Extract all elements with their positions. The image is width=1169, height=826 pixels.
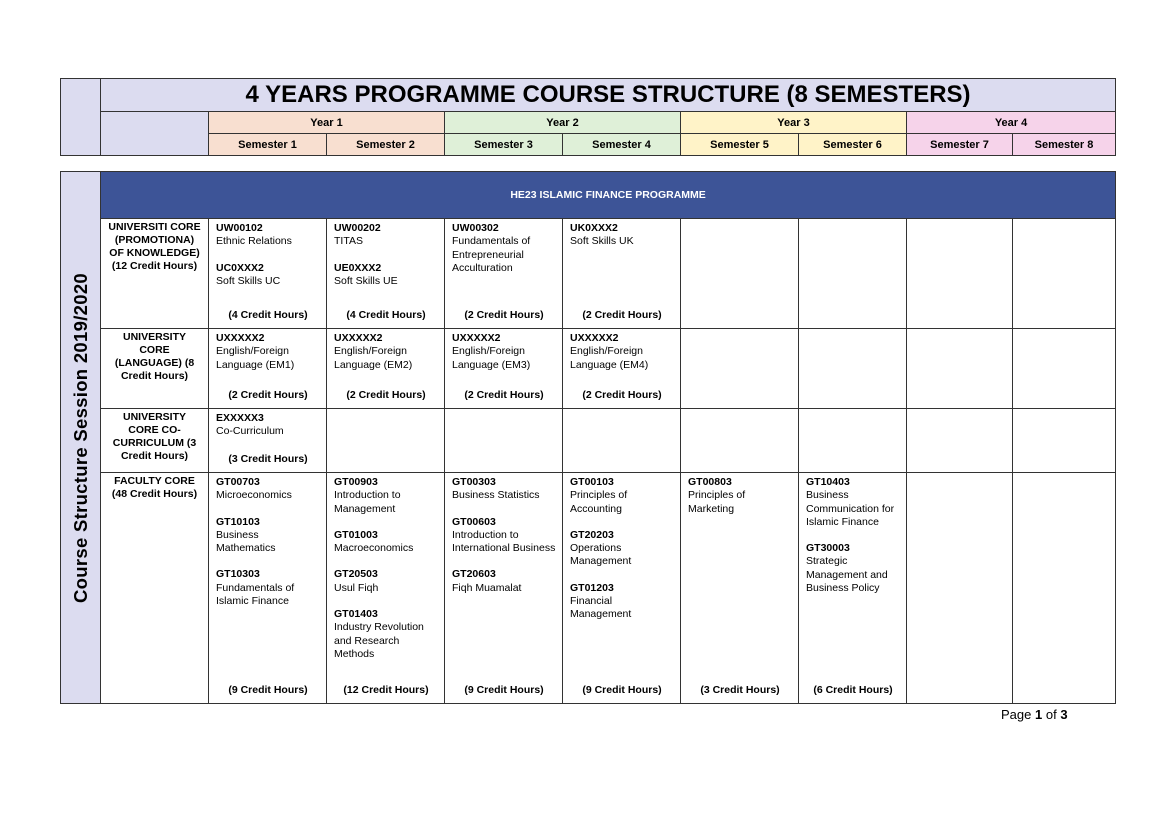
credit-hours: (6 Credit Hours) [813,684,893,696]
course-list [334,222,438,288]
semester-5-header: Semester 5 [681,134,799,156]
course-name: Usul Fiqh [334,581,379,594]
semester-cell [445,329,563,409]
page-of: of [1045,707,1057,722]
semester-cell [209,473,327,704]
course-code: GT00603 [452,515,496,528]
course-code: EXXXXX3 [216,412,264,424]
credit-hours: (9 Credit Hours) [582,684,662,696]
course-name: Introduction to Management [334,489,401,515]
course-row [61,473,1116,704]
course-item [216,568,320,608]
semester-cell [445,409,563,473]
semester-cell-content [209,219,326,327]
page-title: 4 YEARS PROGRAMME COURSE STRUCTURE (8 SEMESTERS) [101,79,1116,112]
semester-cell [681,409,799,473]
semester-cell [445,219,563,329]
semester-cell-content [681,473,798,702]
semester-cell [327,409,445,473]
semester-cell [1013,409,1116,473]
semester-cell [445,473,563,704]
course-list [216,222,320,288]
course-item [334,476,438,516]
course-name: Financial Management [570,595,632,621]
page-current: 1 [1035,707,1043,722]
semester-cell-content [563,219,680,327]
course-code: UXXXXX2 [570,332,619,344]
course-item [216,332,320,372]
course-code: GT00903 [334,476,378,488]
category-label: UNIVERSITY CORE (LANGUAGE) (8 Credit Hours) [101,329,209,409]
semester-cell-content [327,329,444,407]
course-name: Fundamentals of Entrepreneurial Acculturation [452,235,531,274]
semester-cell [327,329,445,409]
semester-cell [327,473,445,704]
course-name: Introduction to International Business [452,528,556,555]
course-code: GT10403 [806,476,850,488]
course-code: UXXXXX2 [216,332,265,344]
course-name: English/Foreign Language (EM2) [334,345,413,371]
year-4-header: Year 4 [907,112,1116,134]
course-item [216,222,320,249]
session-side-label [61,172,101,704]
course-item [452,516,556,556]
credit-hours: (3 Credit Hours) [700,684,780,696]
course-name: Macroeconomics [334,542,414,555]
course-item [570,476,674,516]
page-number [1001,707,1068,722]
course-name: Soft Skills UK [570,235,634,248]
header-blank-cell [101,112,209,156]
page-prefix: Page [1001,707,1032,722]
course-name: Principles of Marketing [688,489,746,515]
course-item [334,332,438,372]
course-item [452,332,556,372]
semester-6-header: Semester 6 [799,134,907,156]
programme-header-table [60,78,1116,156]
course-list [334,476,438,661]
semester-cell [907,473,1013,704]
course-item [334,262,438,289]
semester-cell [681,219,799,329]
credit-hours: (4 Credit Hours) [228,309,308,321]
course-code: GT01003 [334,528,378,541]
course-code: UXXXXX2 [334,332,383,344]
course-code: UW00102 [216,222,263,234]
course-name: Operations Management [570,542,632,568]
credit-hours: (2 Credit Hours) [582,309,662,321]
course-code: GT10303 [216,568,260,581]
course-name: English/Foreign Language (EM1) [216,345,295,371]
semester-cell-content [799,473,906,702]
course-item [334,222,438,249]
semester-cell [681,473,799,704]
semester-3-header: Semester 3 [445,134,563,156]
course-name: Principles of Accounting [570,489,628,515]
course-name: Business Statistics [452,489,540,502]
course-item [570,582,674,622]
course-code: UC0XXX2 [216,261,264,274]
semester-cell [209,219,327,329]
course-list [452,332,556,372]
course-name: Fundamentals of Islamic Finance [216,581,295,608]
header-side-cell [61,79,101,156]
course-item [334,529,438,556]
course-code: GT01203 [570,581,614,594]
course-code: UE0XXX2 [334,261,382,274]
semester-cell [1013,329,1116,409]
semester-cell-content [445,219,562,327]
course-code: UW00302 [452,222,499,234]
course-list [216,412,320,439]
page-total: 3 [1060,707,1068,722]
course-name: Fiqh Muamalat [452,581,522,594]
course-name: Ethnic Relations [216,235,292,248]
semester-4-header: Semester 4 [563,134,681,156]
course-row [61,409,1116,473]
semester-cell [209,409,327,473]
course-list [452,476,556,595]
course-list [806,476,900,595]
course-code: GT00303 [452,476,496,488]
course-list [334,332,438,372]
semester-cell-content [209,329,326,407]
semester-cell [907,329,1013,409]
year-1-header: Year 1 [209,112,445,134]
course-code: UW00202 [334,222,381,234]
year-2-header: Year 2 [445,112,681,134]
semester-cell [563,329,681,409]
semester-cell-content [563,473,680,702]
credit-hours: (2 Credit Hours) [582,389,662,401]
course-list [570,332,674,372]
course-name: English/Foreign Language (EM4) [570,345,649,371]
course-item [452,476,556,503]
semester-cell [799,409,907,473]
course-item [216,516,320,556]
course-name: Business Communication for Islamic Finance [806,489,895,528]
credit-hours: (3 Credit Hours) [228,453,308,465]
semester-cell-content [327,219,444,327]
semester-cell [563,219,681,329]
programme-title: HE23 ISLAMIC FINANCE PROGRAMME [101,172,1116,219]
semester-cell [799,219,907,329]
credit-hours: (2 Credit Hours) [464,389,544,401]
course-name: Business Mathematics [216,528,276,555]
course-name: Strategic Management and Business Policy [806,555,888,595]
semester-cell-content [209,473,326,702]
course-item [334,568,438,595]
credit-hours: (2 Credit Hours) [346,389,426,401]
semester-cell-content [563,329,680,407]
course-name: Soft Skills UC [216,274,281,287]
course-code: UK0XXX2 [570,222,618,234]
credit-hours: (9 Credit Hours) [464,684,544,696]
course-list [452,222,556,275]
course-item [570,332,674,372]
semester-1-header: Semester 1 [209,134,327,156]
course-list [216,476,320,608]
course-name: Industry Revolution and Research Methods [334,621,424,660]
course-name: Microeconomics [216,489,292,502]
course-item [570,222,674,249]
category-label: UNIVERSITI CORE (PROMOTIONA) OF KNOWLEDGE) (12 Credit Hours) [101,219,209,329]
course-list [688,476,792,516]
course-code: GT30003 [806,542,850,555]
credit-hours: (4 Credit Hours) [346,309,426,321]
semester-cell [799,473,907,704]
course-item [570,529,674,569]
course-row [61,329,1116,409]
credit-hours: (9 Credit Hours) [228,684,308,696]
semester-cell [681,329,799,409]
credit-hours: (12 Credit Hours) [343,684,429,696]
course-item [806,542,900,595]
course-code: GT10103 [216,515,260,528]
course-code: GT20203 [570,528,614,541]
course-name: Co-Curriculum [216,425,284,438]
course-item [216,262,320,289]
semester-cell-content [445,329,562,407]
semester-cell [1013,473,1116,704]
semester-cell [209,329,327,409]
semester-cell [563,473,681,704]
course-code: GT01403 [334,608,378,621]
year-3-header: Year 3 [681,112,907,134]
semester-cell-content [445,473,562,702]
course-code: GT00103 [570,476,614,488]
course-code: GT00803 [688,476,732,488]
course-structure-table [60,171,1116,704]
course-item [806,476,900,529]
semester-cell [1013,219,1116,329]
course-item [688,476,792,516]
semester-cell [907,219,1013,329]
semester-cell-content [209,409,326,471]
semester-cell [907,409,1013,473]
course-list [570,222,674,249]
course-code: GT20603 [452,568,496,581]
course-name: TITAS [334,235,363,248]
semester-cell [799,329,907,409]
course-item [216,412,320,439]
session-label-text: Course Structure Session 2019/2020 [69,272,91,603]
category-label: FACULTY CORE (48 Credit Hours) [101,473,209,704]
course-list [570,476,674,622]
semester-cell [563,409,681,473]
course-name: English/Foreign Language (EM3) [452,345,531,371]
course-name: Soft Skills UE [334,274,398,287]
course-list [216,332,320,372]
category-label: UNIVERSITY CORE CO-CURRICULUM (3 Credit Hours) [101,409,209,473]
semester-cell [327,219,445,329]
credit-hours: (2 Credit Hours) [228,389,308,401]
course-code: GT00703 [216,476,260,488]
semester-8-header: Semester 8 [1013,134,1116,156]
semester-cell-content [327,473,444,702]
course-item [452,568,556,595]
credit-hours: (2 Credit Hours) [464,309,544,321]
course-code: UXXXXX2 [452,332,501,344]
course-item [334,608,438,661]
course-item [452,222,556,275]
semester-7-header: Semester 7 [907,134,1013,156]
semester-2-header: Semester 2 [327,134,445,156]
course-item [216,476,320,503]
course-row [61,219,1116,329]
course-code: GT20503 [334,568,378,581]
